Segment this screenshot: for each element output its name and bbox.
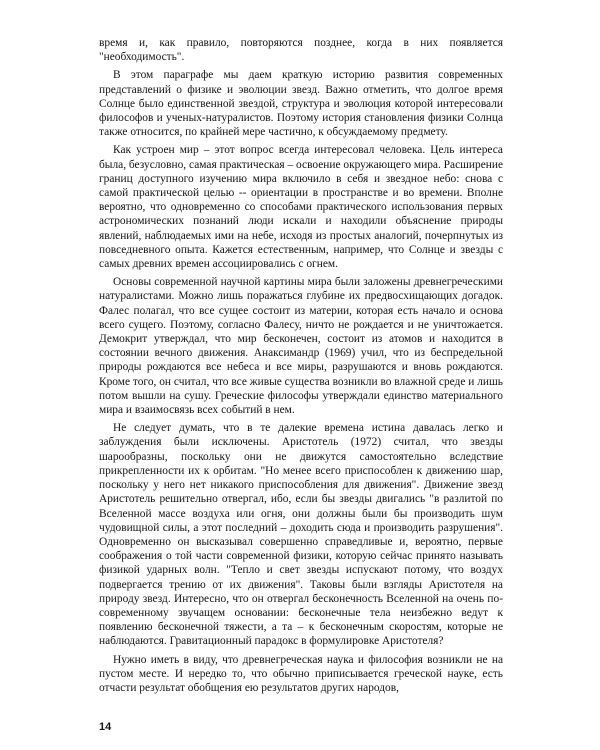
paragraph-aristotle: Не следует думать, что в те далекие времена истина давалась легко и заблуждения были исключены. Аристотель (1972) считал, что звезды шарообразны, поскольку они не движутся самостоятельно вследствие прикрепленности их к орбитам. "Но менее всего приспособлен к движению шар, поскольку у него нет никакого приспособления для движения". Движение звезд Аристотель решительно отвергал, ибо, если бы звезды двигались "в разлитой по Вселенной массе воздуха или огня, они должны были бы производить шум чудовищной силы, а этот последний – доходить сюда и производить разрушения". Одновременно он высказывал совершенно справедливые и, вероятно, первые соображения о той части современной физики, которую сейчас принято называть физикой ударных волн. "Тепло и свет звезды испускают потому, что воздух подвергается трению от их движения". Таковы были взгляды Аристотеля на природу звезд. Интересно, что он отвергал бесконечность Вселенной на очень по-современному звучащем основании: бесконечные тела неизбежно ведут к появлению бесконечной тяжести, а та – к бесконечным скоростям, которые не наблюдаются. Гравитационный парадокс в формулировке Аристотеля? <box>99 422 503 648</box>
paragraph-continuation: время и, как правило, повторяются позднее, когда в них появляется "необходимость". <box>99 37 503 64</box>
page-number: 14 <box>99 721 112 733</box>
paragraph-greek-science-origins: Нужно иметь в виду, что древнегреческая наука и философия возникли не на пустом месте. И нередко то, что обычно приписывается греческой науке, есть отчасти результат обобщения ею результатов других народов, <box>99 653 503 694</box>
paragraph-greek-naturalists: Основы современной научной картины мира были заложены древнегреческими натуралистами. Можно лишь поражаться глубине их предвосхищающих догадок. Фалес полагал, что все сущее состоит из материи, которая есть начало и основа всего сущего. Поэтому, согласно Фалесу, ничто не рождается и не уничтожается. Демокрит утверждал, что мир бесконечен, состоит из атомов и находится в состоянии вечного движения. Анаксимандр (1969) учил, что из беспредельной природы рождаются все небеса и все миры, разрушаются и вновь рождаются. Кроме того, он считал, что все живые существа возникли во влажной среде и лишь потом вышли на сушу. Греческие философы утверждали единство материального мира и взаимосвязь всех событий в нем. <box>99 276 503 417</box>
paragraph-world-structure: Как устроен мир – этот вопрос всегда интересовал человека. Цель интереса была, безусловно, самая практическая – освоение окружающего мира. Расширение границ доступного изучению мира включило в себя и звездное небо: снова с самой практической целью -- ориентации в пространстве и во времени. Вполне вероятно, что одновременно со способами практического использования первых астрономических познаний люди искали и находили объяснение природы явлений, наблюдаемых ими на небе, исходя из простых аналогий, почерпнутых из повседневного опыта. Кажется естественным, например, что Солнце и звезды с самых древних времен ассоциировались с огнем. <box>99 144 503 271</box>
page-body <box>99 36 503 695</box>
paragraph-intro: В этом параграфе мы даем краткую историю развития современных представлений о физике и эволюции звезд. Важно отметить, что долгое время Солнце было единственной звездой, структура и эволюция которой интересовали философов и ученых-натуралистов. Поэтому история становления физики Солнца также относится, по крайней мере частично, к обсуждаемому предмету. <box>99 69 503 139</box>
